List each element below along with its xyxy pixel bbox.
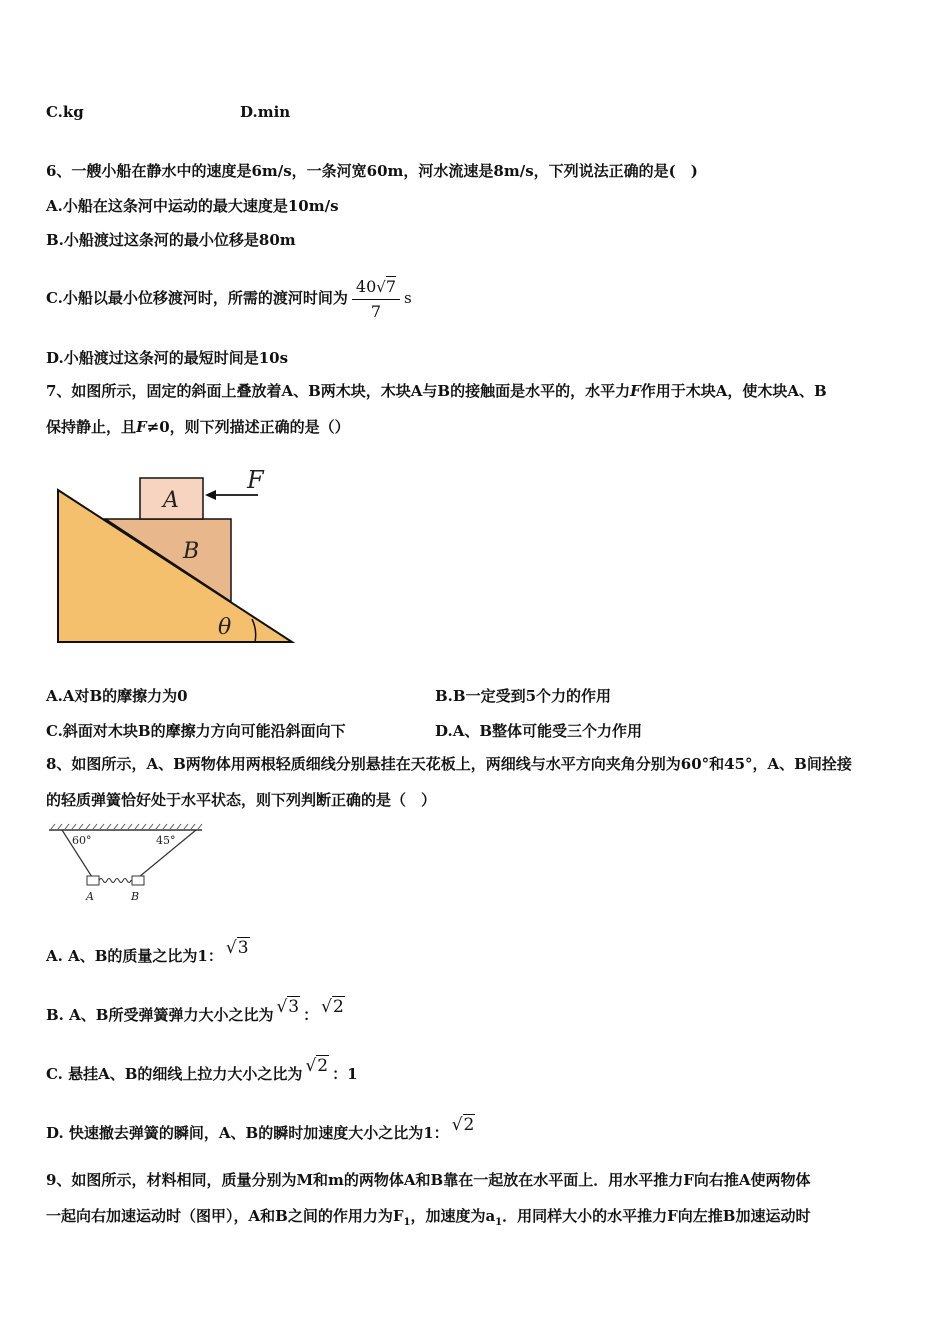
q8-option-b-text: B. A、B所受弹簧弹力大小之比为 xyxy=(46,1006,274,1024)
q8-stem-part1: 8、如图所示，A、B两物体用两根轻质细线分别悬挂在天花板上，两细线与水平方向夹角分别为60°和45°，A、B间拴接 xyxy=(46,755,852,773)
q7-option-b: B.B一定受到5个力的作用 xyxy=(435,687,612,705)
q7-option-d: D.A、B整体可能受三个力作用 xyxy=(435,722,643,740)
force-label: F xyxy=(247,466,264,494)
fraction-numerator: 40 xyxy=(355,276,377,296)
ceiling-hatching xyxy=(51,824,202,829)
q8-option-b-sqrt-1: √3 xyxy=(276,997,300,1017)
subscript-a: 1 xyxy=(495,1217,503,1228)
q7-option-a: A.A对B的摩擦力为0 xyxy=(46,687,188,705)
block-a-label: A xyxy=(163,488,179,513)
q9-stem-part-b: ，加速度为a xyxy=(410,1207,496,1225)
q6-option-b: B.小船渡过这条河的最小位移是80m xyxy=(46,231,296,249)
q7-stem-force-2: F xyxy=(136,418,147,436)
q9-stem xyxy=(46,1162,908,1241)
q6-option-c-unit: s xyxy=(404,289,412,307)
q7-stem-part4: ≠0，则下列描述正确的是（） xyxy=(146,418,350,436)
q8-option-c-suffix: ：1 xyxy=(332,1065,358,1083)
subscript-f: 1 xyxy=(403,1217,411,1228)
q8-spring-figure xyxy=(46,822,206,906)
radicand: 3 xyxy=(237,938,249,958)
angle-right-label: 45° xyxy=(156,834,176,847)
radicand: 3 xyxy=(288,997,300,1017)
block-b-box xyxy=(132,876,144,885)
angle-left-label: 60° xyxy=(72,834,92,847)
q8-option-a xyxy=(46,938,253,966)
label-b: B xyxy=(131,890,140,903)
q7-option-c: C.斜面对木块B的摩擦力方向可能沿斜面向下 xyxy=(46,722,346,740)
q7-stem-part3: 保持静止，且 xyxy=(46,418,137,436)
radicand: 2 xyxy=(463,1115,475,1135)
q8-stem-part2: 的轻质弹簧恰好处于水平状态，则下列判断正确的是（ ） xyxy=(46,791,437,809)
option-d-prev: D.min xyxy=(240,103,291,121)
q7-stem-part2: 作用于木块A，使木块A、B xyxy=(640,382,827,400)
q7-incline-figure xyxy=(50,462,300,648)
q8-option-b xyxy=(46,997,348,1025)
q7-stem-force: F xyxy=(630,382,641,400)
q8-option-b-separator: ： xyxy=(303,1006,319,1024)
q8-option-c xyxy=(46,1056,358,1084)
q6-stem: 6、一艘小船在静水中的速度是6m/s，一条河宽60m，河水流速是8m/s，下列说法正确的是( ) xyxy=(46,162,698,180)
q8-option-a-text: A. A、B的质量之比为1： xyxy=(46,947,223,965)
radicand: 2 xyxy=(332,997,344,1017)
block-b-label: B xyxy=(183,539,200,564)
q9-stem-line1: 9、如图所示，材料相同，质量分别为M和m的两物体A和B靠在一起放在水平面上．用水平推力F向右推A使两物体 xyxy=(46,1171,811,1189)
q8-option-d-text: D. 快速撤去弹簧的瞬间，A、B的瞬时加速度大小之比为1： xyxy=(46,1124,449,1142)
q8-option-c-text: C. 悬挂A、B的细线上拉力大小之比为 xyxy=(46,1065,303,1083)
label-a: A xyxy=(86,890,94,903)
q7-stem-part1: 7、如图所示，固定的斜面上叠放着A、B两木块，木块A与B的接触面是水平的，水平力 xyxy=(46,382,631,400)
radicand: 2 xyxy=(317,1056,329,1076)
q6-option-c-fraction: $\frac{40√7}{7}$ xyxy=(352,277,400,322)
q6-option-d: D.小船渡过这条河的最短时间是10s xyxy=(46,349,289,367)
angle-label: θ xyxy=(218,615,232,640)
block-a-box xyxy=(87,876,99,885)
q8-option-c-sqrt: √2 xyxy=(305,1056,329,1076)
q7-stem xyxy=(46,373,908,445)
force-arrow-head xyxy=(205,490,216,500)
q9-stem-part-c: ．用同样大小的水平推力F向左推B加速运动时 xyxy=(502,1207,811,1225)
q8-option-b-sqrt-2: √2 xyxy=(321,997,344,1017)
q9-stem-part-a: 一起向右加速运动时（图甲），A和B之间的作用力为F xyxy=(46,1207,404,1225)
q8-stem xyxy=(46,746,908,818)
q6-option-c-text: C.小船以最小位移渡河时，所需的渡河时间为 xyxy=(46,289,348,307)
q8-option-d-sqrt: √2 xyxy=(451,1115,475,1135)
option-c-prev: C.kg xyxy=(46,103,84,121)
q6-option-a: A.小船在这条河中运动的最大速度是10m/s xyxy=(46,197,339,215)
q6-option-c xyxy=(46,268,412,328)
fraction-denominator: 7 xyxy=(370,301,382,321)
fraction-radicand: 7 xyxy=(385,276,397,296)
spring xyxy=(99,879,132,883)
q8-option-d xyxy=(46,1115,478,1143)
q8-option-a-sqrt: √3 xyxy=(225,938,249,958)
